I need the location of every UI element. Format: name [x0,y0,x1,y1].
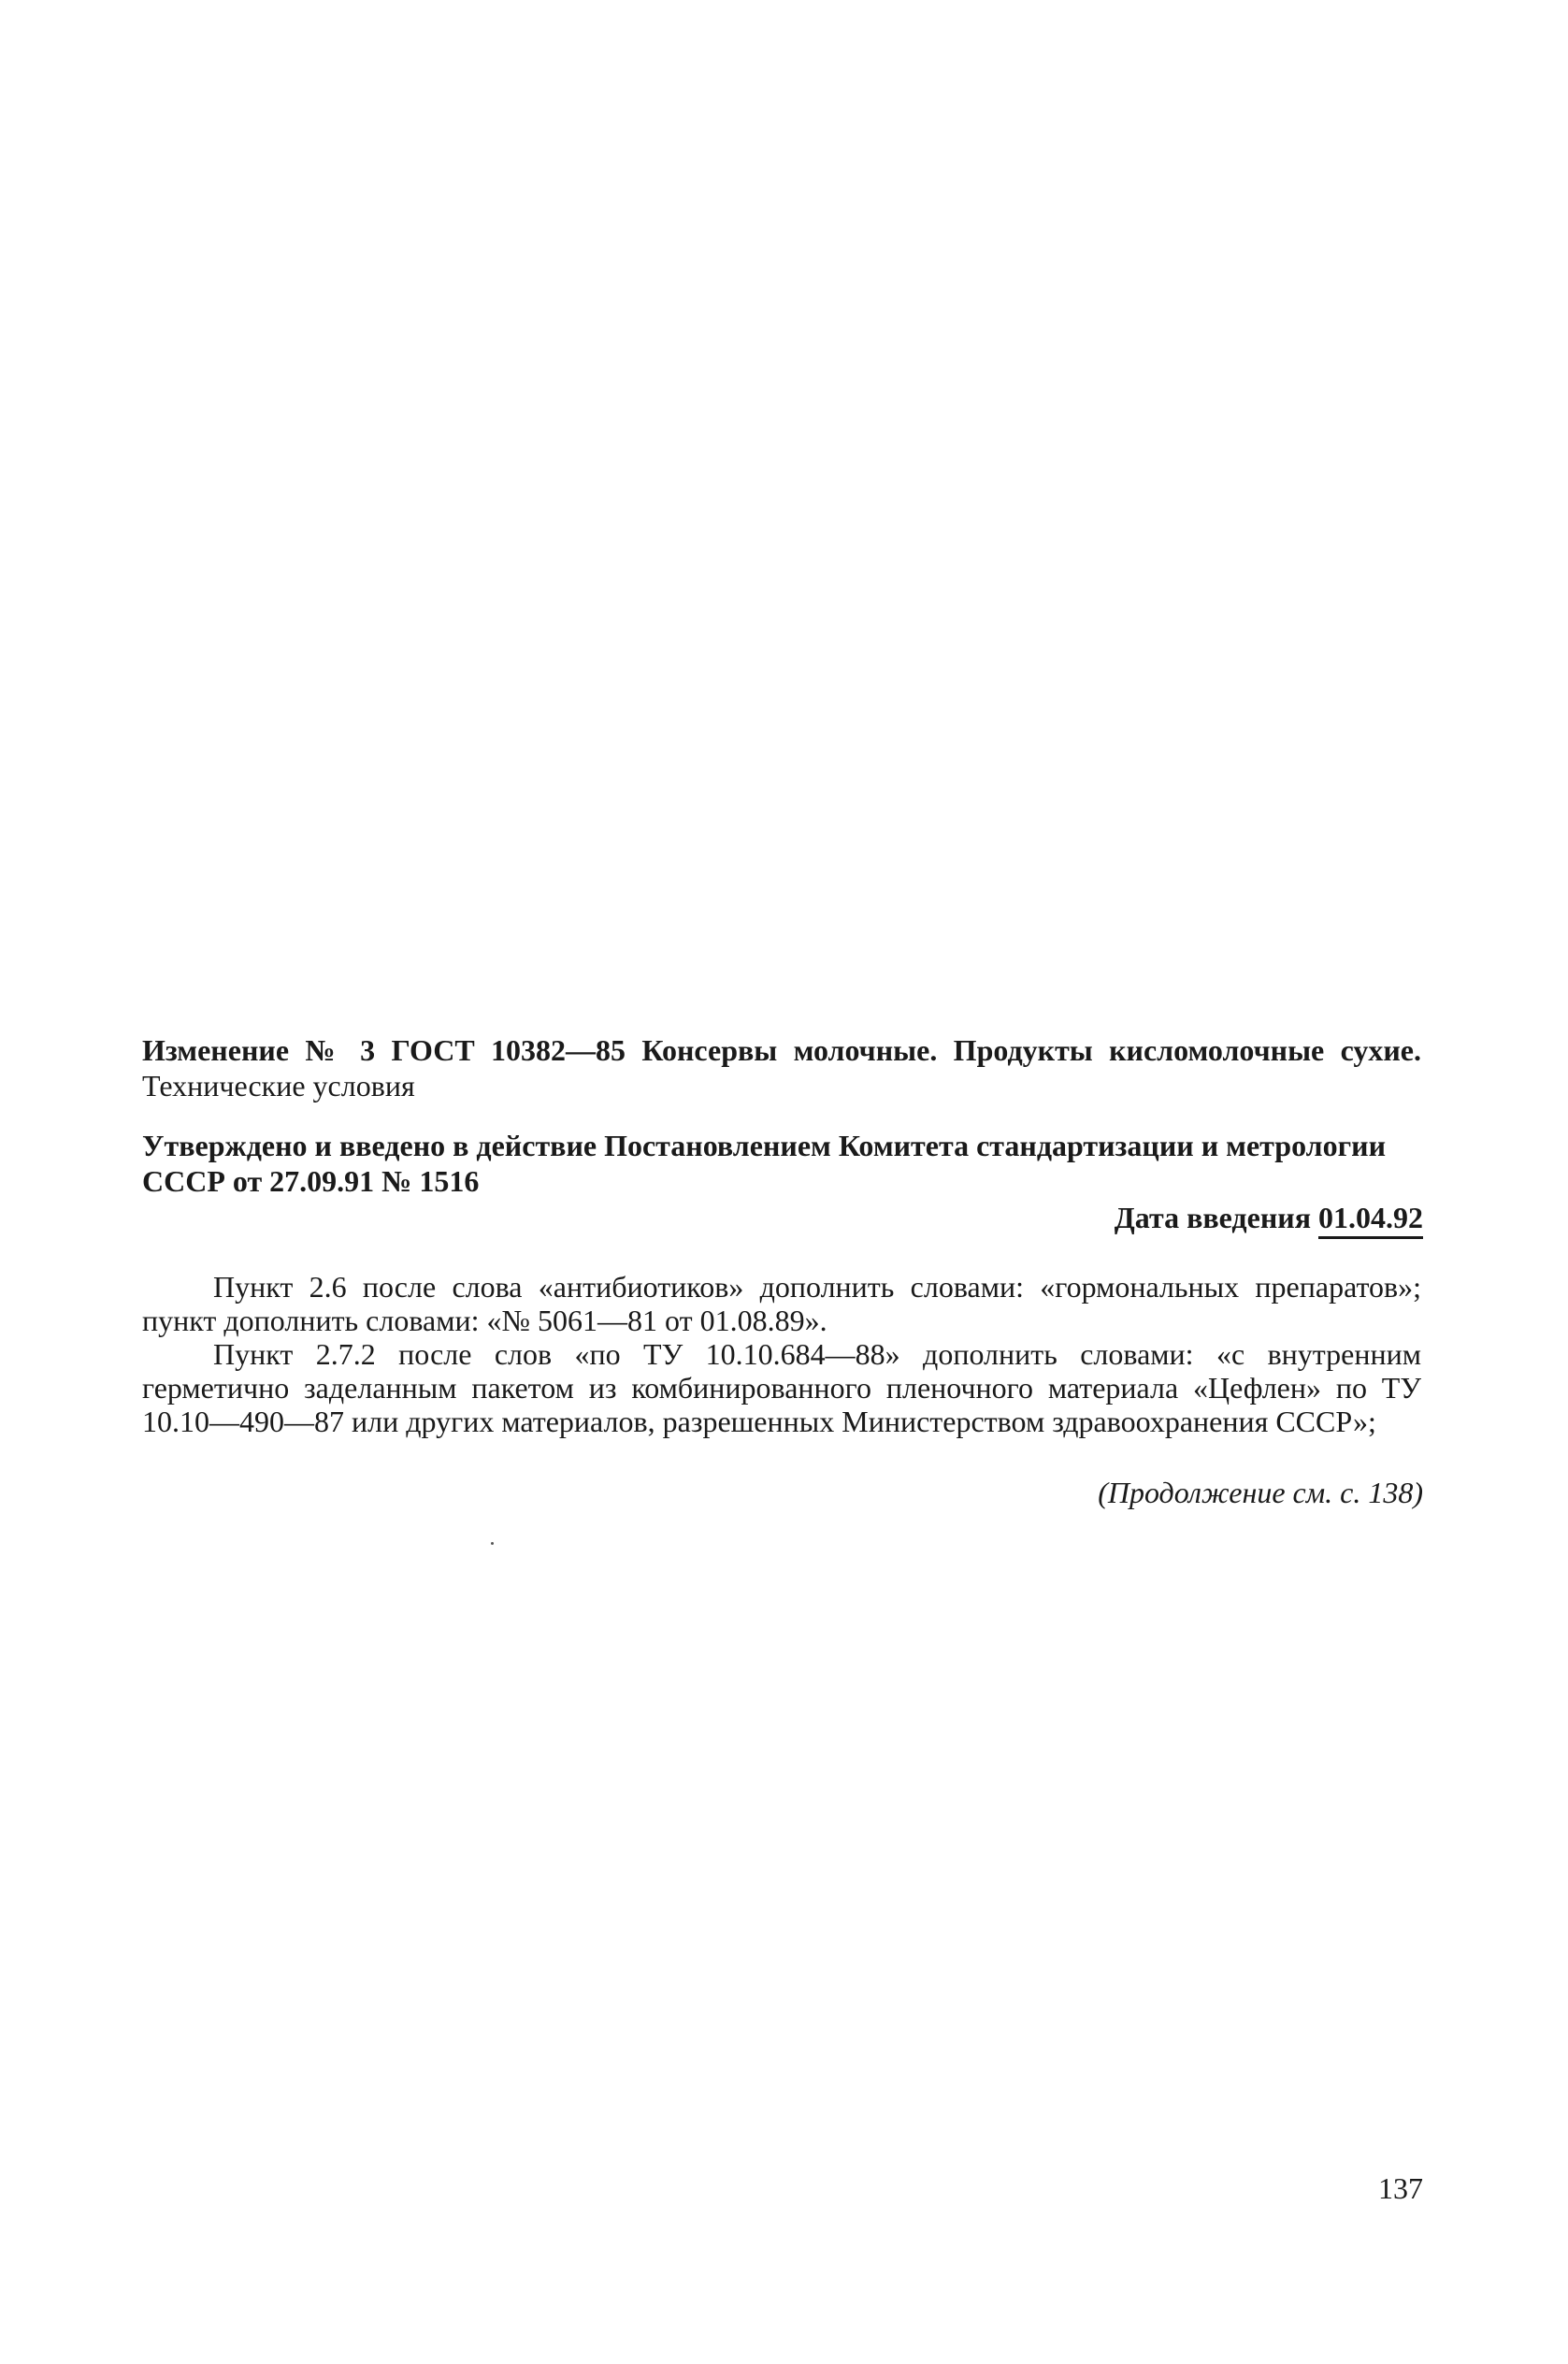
introduction-date [1115,1199,1423,1236]
amendment-subtitle: Технические условия [142,1069,415,1103]
scan-speck [491,1542,494,1545]
continuation-note: (Продолжение см. с. 138) [1098,1476,1423,1509]
paragraph-item-2-6: Пункт 2.6 после слова «антибиотиков» дополнить словами: «гормональных препаратов»; пункт дополнить словами: «№ 5061—81 от 01.08.89». [142,1270,1421,1337]
paragraph-item-2-7-2: Пункт 2.7.2 после слов «по ТУ 10.10.684—88» дополнить словами: «с внутренним герметично заделанным пакетом из комбинированного пленочного материала «Цефлен» по ТУ 10.10—490—87 или других материалов, разрешенных Министерством здравоохранения СССР»; [142,1337,1421,1438]
approval-statement: Утверждено и введено в действие Постановлением Комитета стандартизации и метрологии СССР от 27.09.91 № 1516 [142,1129,1386,1198]
amendment-body [142,1270,1421,1438]
amendment-heading [142,1032,1421,1103]
introduction-date-value: 01.04.92 [1318,1201,1423,1239]
amendment-title: Изменение № 3 ГОСТ 10382—85 Консервы молочные. Продукты кисломолочные сухие. [142,1033,1421,1067]
introduction-date-label: Дата введения [1114,1201,1311,1234]
page-number: 137 [1378,2171,1423,2205]
